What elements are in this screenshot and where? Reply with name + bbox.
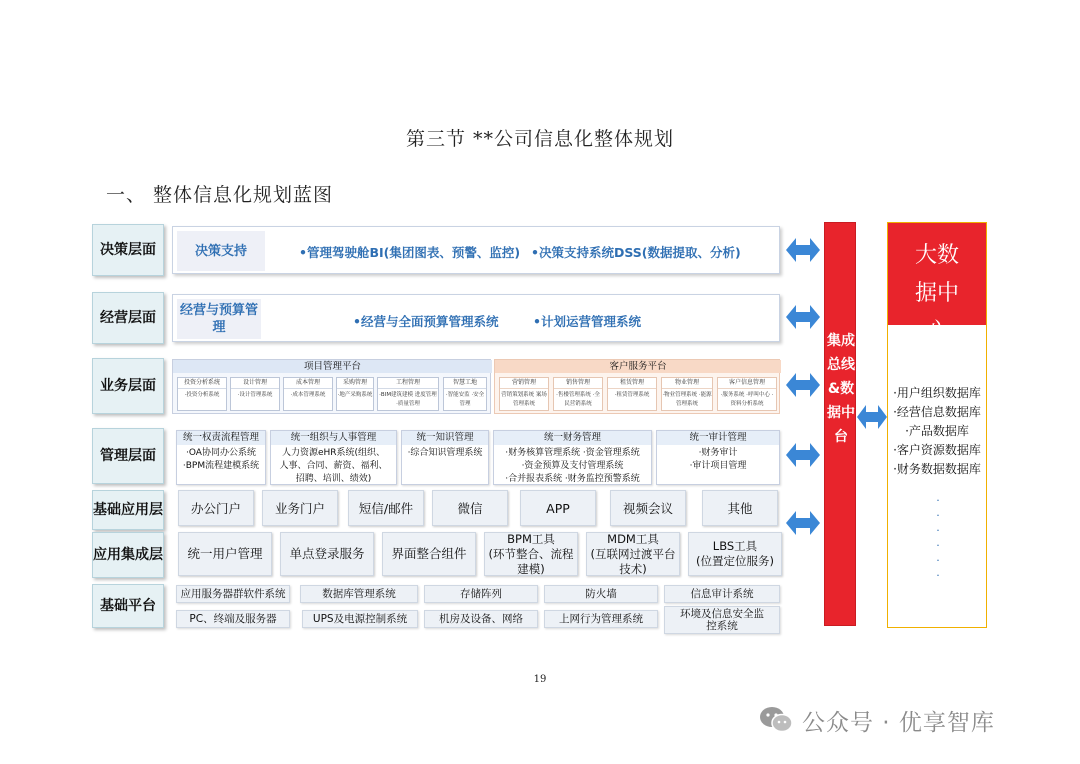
integration-bus — [824, 222, 856, 626]
project-module-body: ·智能安监 ·安全管理 — [445, 392, 485, 407]
project-module-title: 智慧工地 — [444, 378, 486, 389]
big-data-item: ·客户资源数据库 — [893, 443, 981, 457]
management-group-line: ·综合知识管理系统 — [407, 448, 483, 458]
customer-module-body: ·售楼管理系统 ·全民营销系统 — [556, 392, 600, 407]
decision-item-dss: •决策支持系统DSS(数据提取、分析) — [531, 245, 741, 260]
project-module-title: 设计管理 — [231, 378, 279, 389]
management-group-line: ·财务核算管理系统 ·资金管理系统 — [505, 448, 640, 458]
management-group — [176, 430, 266, 485]
management-group — [270, 430, 397, 485]
integration-item: 界面整合组件 — [382, 532, 476, 576]
integration-item: MDM工具 (互联网过渡平台技术) — [586, 532, 680, 576]
management-group-line: ·OA协同办公系统 — [186, 448, 256, 458]
layer-label-operation: 经营层面 — [92, 292, 164, 344]
platform-item: 防火墙 — [544, 585, 658, 603]
platform-item: PC、终端及服务器 — [176, 610, 290, 628]
layer-label-decision: 决策层面 — [92, 224, 164, 276]
decision-item-bi: •管理驾驶舱BI(集团图表、预警、监控) — [299, 245, 521, 260]
integration-item: BPM工具 (环节整合、流程建模) — [484, 532, 578, 576]
project-module — [336, 377, 374, 411]
customer-module — [661, 377, 713, 411]
bidirectional-arrow-icon — [786, 440, 820, 470]
customer-module-body: 营销策划系统 案场管理系统 — [501, 392, 547, 407]
operation-item-budget: •经营与全面预算管理系统 — [353, 314, 499, 329]
project-module — [283, 377, 333, 411]
project-module — [230, 377, 280, 411]
management-group-line: ·资金预算及支付管理系统 — [521, 461, 624, 471]
platform-item: 应用服务器群软件系统 — [176, 585, 290, 603]
project-module-title: 投资分析系统 — [178, 378, 226, 389]
platform-item: 数据库管理系统 — [300, 585, 418, 603]
project-module — [377, 377, 439, 411]
platform-item: 环境及信息安全监控系统 — [664, 606, 780, 634]
project-module-body: ·地产采购系统 — [337, 392, 373, 398]
customer-module-body: ·物业管理系统 ·能源管理系统 — [662, 392, 712, 407]
integration-item: 统一用户管理 — [178, 532, 272, 576]
customer-module — [717, 377, 777, 411]
platform-item: 信息审计系统 — [664, 585, 780, 603]
layer-label-business: 业务层面 — [92, 358, 164, 414]
management-group-title: 统一财务管理 — [494, 431, 651, 445]
management-group-body — [494, 445, 651, 488]
project-module-body: ·成本管理系统 — [290, 392, 326, 398]
layer-label-base-app: 基础应用层 — [92, 490, 164, 530]
management-group-line: ·财务审计 — [698, 448, 738, 458]
management-group-body — [657, 445, 779, 475]
customer-module — [553, 377, 603, 411]
platform-item: UPS及电源控制系统 — [302, 610, 418, 628]
integration-item: 单点登录服务 — [280, 532, 374, 576]
customer-platform — [494, 359, 780, 414]
project-platform — [172, 359, 491, 414]
big-data-list — [888, 384, 986, 479]
project-module — [443, 377, 487, 411]
project-module-body: ·投资分析系统 — [184, 392, 220, 398]
platform-item: 机房及设备、网络 — [424, 610, 538, 628]
management-group-body — [402, 445, 488, 462]
management-group-line: ·审计项目管理 — [689, 461, 747, 471]
management-group-line: 人力资源eHR系统(组织、 — [281, 448, 386, 458]
customer-module-title: 客户信息管理 — [718, 378, 776, 389]
bidirectional-arrow-icon — [786, 302, 820, 332]
project-module — [177, 377, 227, 411]
management-group-line: ·BPM流程建模系统 — [182, 461, 260, 471]
project-platform-title: 项目管理平台 — [173, 360, 492, 373]
customer-module-title: 销售管理 — [554, 378, 602, 389]
base-app-item: 微信 — [432, 490, 508, 526]
layer-label-base-platform: 基础平台 — [92, 584, 164, 628]
big-data-item: ·经营信息数据库 — [893, 405, 981, 419]
integration-item: LBS工具 (位置定位服务) — [688, 532, 782, 576]
project-module-title: 成本管理 — [284, 378, 332, 389]
decision-panel — [172, 226, 780, 274]
wechat-icon — [758, 705, 794, 735]
management-group — [656, 430, 780, 485]
customer-module-body: ·租赁管理系统 — [614, 392, 650, 398]
base-app-item: 办公门户 — [178, 490, 254, 526]
customer-module-title: 物业管理 — [662, 378, 712, 389]
project-module-title: 采购管理 — [337, 378, 373, 389]
bidirectional-arrow-icon — [857, 402, 887, 432]
platform-item: 存储阵列 — [424, 585, 538, 603]
operation-item-plan: •计划运营管理系统 — [533, 314, 641, 329]
project-module-body: ·BIM建筑建模 进度管理 ·质量管理 — [379, 392, 437, 407]
customer-platform-title: 客户服务平台 — [495, 360, 781, 373]
platform-item: 上网行为管理系统 — [544, 610, 658, 628]
big-data-title — [888, 223, 986, 344]
decision-label: 决策支持 — [177, 231, 265, 271]
customer-module-title: 租赁管理 — [608, 378, 656, 389]
management-group-title: 统一审计管理 — [657, 431, 779, 445]
base-app-item: APP — [520, 490, 596, 526]
more-dots: · · · · · · — [936, 494, 940, 582]
management-group-line: 招聘、培训、绩效) — [295, 474, 372, 484]
customer-module — [607, 377, 657, 411]
layer-label-management: 管理层面 — [92, 428, 164, 484]
big-data-item: ·用户组织数据库 — [893, 386, 981, 400]
bidirectional-arrow-icon — [786, 235, 820, 265]
big-data-title-text: 大数据中心 — [914, 243, 959, 344]
bidirectional-arrow-icon — [786, 508, 820, 538]
project-module-body: ·设计管理系统 — [237, 392, 273, 398]
base-app-item: 视频会议 — [610, 490, 686, 526]
page-number: 19 — [533, 674, 547, 685]
management-group-body — [271, 445, 396, 488]
base-app-item: 短信/邮件 — [348, 490, 424, 526]
bidirectional-arrow-icon — [786, 370, 820, 400]
customer-module — [499, 377, 549, 411]
management-group-title: 统一权责流程管理 — [177, 431, 265, 445]
watermark-text: 公众号 · 优享智库 — [802, 709, 995, 736]
management-group — [401, 430, 489, 485]
management-group-title: 统一知识管理 — [402, 431, 488, 445]
watermark — [758, 700, 995, 740]
project-module-title: 工程管理 — [378, 378, 438, 389]
operation-panel — [172, 294, 780, 342]
layer-label-app-integration: 应用集成层 — [92, 532, 164, 578]
customer-module-title: 营销管理 — [500, 378, 548, 389]
integration-bus-label: 集成总线&数据中台 — [827, 333, 855, 445]
section-subtitle: 一、 整体信息化规划蓝图 — [106, 184, 334, 206]
customer-module-body: ·服务系统 ·呼叫中心 ·资料分析系统 — [720, 392, 774, 407]
big-data-item: ·财务数据数据库 — [893, 462, 981, 476]
operation-label: 经营与预算管理 — [177, 299, 261, 339]
management-group-line: 人事、合同、薪资、福利、 — [279, 461, 388, 471]
management-group-body — [177, 445, 265, 475]
management-group-line: ·合并报表系统 ·财务监控预警系统 — [505, 474, 640, 484]
page-title: 第三节 **公司信息化整体规划 — [405, 128, 675, 150]
management-group — [493, 430, 652, 485]
management-group-title: 统一组织与人事管理 — [271, 431, 396, 445]
big-data-item: ·产品数据库 — [905, 424, 969, 438]
base-app-item: 其他 — [702, 490, 778, 526]
base-app-item: 业务门户 — [262, 490, 338, 526]
